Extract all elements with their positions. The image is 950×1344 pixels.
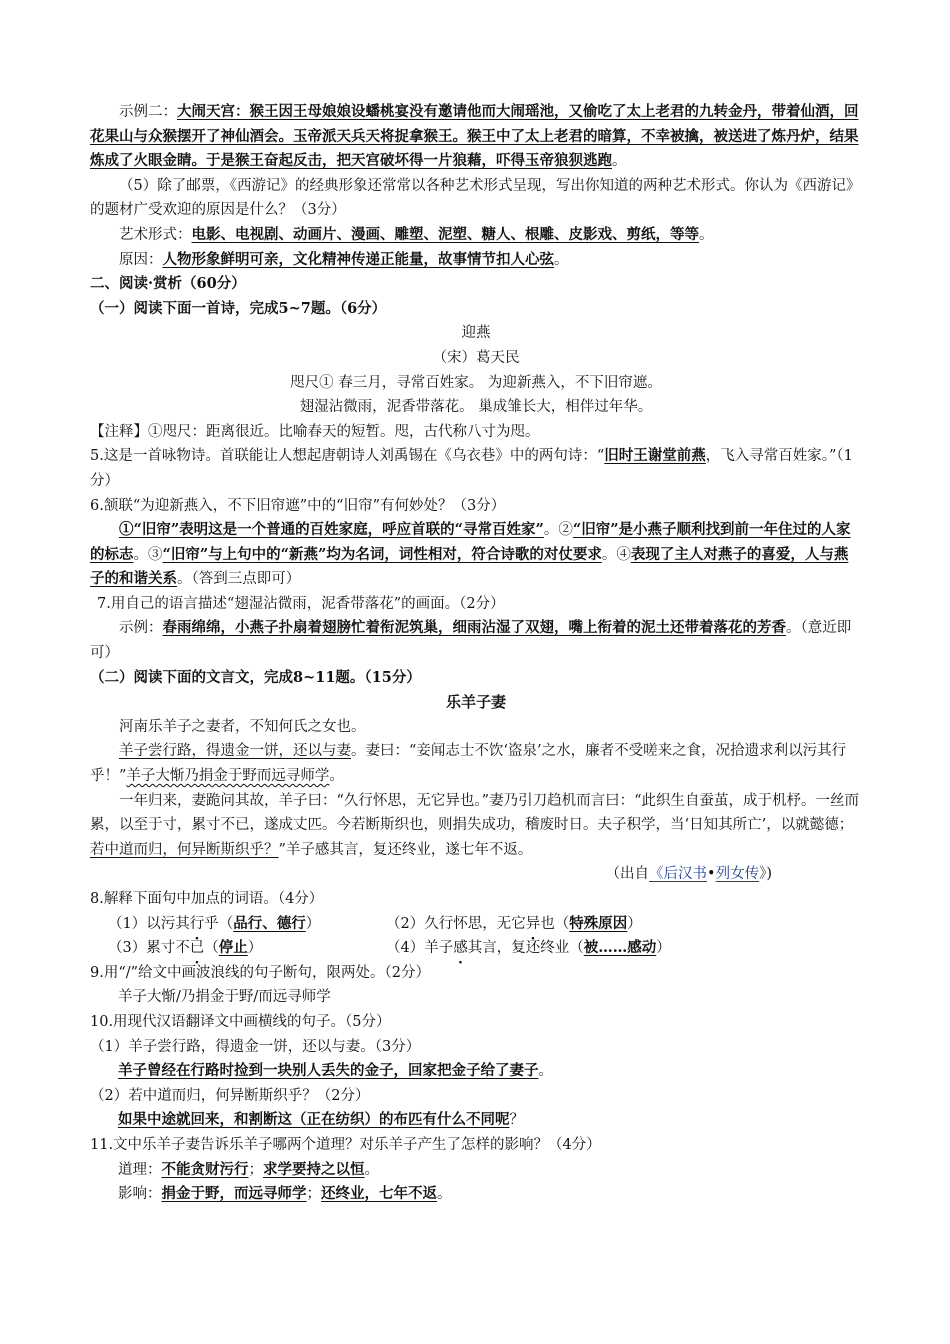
source-book-link[interactable]: 《后汉书 bbox=[649, 866, 708, 883]
question-11-answer-1: 道理：不能贪财污行；求学要持之以恒。 bbox=[118, 1160, 379, 1178]
question-10-answer-1: 羊子曾经在行路时捡到一块别人丢失的金子，回家把金子给了妻子。 bbox=[118, 1062, 553, 1080]
article-source: （出自《后汉书•列女传》) bbox=[605, 866, 772, 883]
part-1-heading: （一）阅读下面一首诗，完成5~7题。（6分） bbox=[90, 299, 387, 317]
example-two-answer: 大闹天宫：猴王因王母娘娘设蟠桃宴没有邀请他而大闹瑶池，又偷吃了太上老君的九转金丹，带着仙酒，回花果山与众猴摆开了神仙酒会。玉帝派天兵天将捉拿猴王。猴王中了太上老君的暗算，不幸被擒，被送进了炼丹炉，结果炼成了火眼金睛。于是猴王奋起反击，把天宫破坏得一片狼藉，吓得玉帝狼狈逃跑 bbox=[90, 103, 859, 170]
question-5-prompt: （5）除了邮票，《西游记》的经典形象还常常以各种艺术形式呈现，写出你知道的两种艺术形式。你认为《西游记》的题材广受欢迎的原因是什么？（3分） bbox=[90, 177, 861, 219]
question-8-row-1: （1）以污其行乎（品行、德行） （2）久行怀思，无它异也（特殊原因） bbox=[108, 914, 642, 932]
question-9-answer: 羊子大惭/乃捐金于野/而远寻师学 bbox=[118, 989, 331, 1006]
question-5: 5.这是一首咏物诗。首联能让人想起唐朝诗人刘禹锡在《乌衣巷》中的两句诗：“旧时王谢堂前燕，飞入寻常百姓家。”（1分） bbox=[90, 447, 853, 489]
question-8-row-2: （3）累寸不已（停止） （4）羊子感其言，复还终业（被……感动） bbox=[108, 939, 671, 957]
art-forms-answer: 艺术形式：电影、电视剧、动画片、漫画、雕塑、泥塑、糖人、根雕、皮影戏、剪纸，等等。 bbox=[119, 225, 714, 243]
question-11-answer-2: 影响：捐金于野，而远寻师学；还终业，七年不返。 bbox=[118, 1185, 452, 1203]
reason-answer: 原因：人物形象鲜明可亲，文化精神传递正能量，故事情节扣人心弦。 bbox=[119, 250, 569, 268]
article-title: 乐羊子妻 bbox=[445, 693, 506, 712]
source-chapter-link[interactable]: 列女传 bbox=[715, 866, 760, 883]
poem-title: 迎燕 bbox=[461, 325, 491, 342]
question-6-answer: ①“旧帘”表明这是一个普通的百姓家庭，呼应首联的“寻常百姓家”。②“旧帘”是小燕子顺利找到前一年住过的人家的标志。③“旧帘”与上句中的“新燕”均为名词，词性相对，符合诗歌的对仗要求。④表现了主人对燕子的喜爱，人与燕子的和谐关系。（答到三点即可） bbox=[90, 521, 851, 588]
question-7-answer: 示例：春雨绵绵，小燕子扑扇着翅膀忙着衔泥筑巢，细雨沾湿了双翅，嘴上衔着的泥土还带着落花的芳香。（意近即可） bbox=[90, 619, 852, 662]
part-2-heading: （二）阅读下面的文言文，完成8~11题。（15分） bbox=[90, 668, 421, 686]
article-para-2: 羊子尝行路，得遗金一饼，还以与妻。妻曰：“妾闻志士不饮‘盗泉’之水，廉者不受嗟来之食，况拾遗求利以污其行乎！”羊子大惭乃捐金于野而远寻师学。 bbox=[90, 743, 847, 785]
article-para-1: 河南乐羊子之妻者，不知何氏之女也。 bbox=[119, 718, 366, 735]
section-2-heading: 二、阅读·赏析（60分） bbox=[90, 275, 246, 293]
question-10: 10.用现代汉语翻译文中画横线的句子。（5分） bbox=[90, 1013, 391, 1030]
article-para-3: 一年归来，妻跪问其故，羊子曰：“久行怀思，无它异也。”妻乃引刀趋机而言曰：“此织生自蚕茧，成于机杼。一丝而累，以至于寸，累寸不已，遂成丈匹。今若断斯织也，则捐失成功，稽废时日。夫子积学，当‘日知其所亡’，以就懿德；若中道而归，何异断斯织乎？”羊子感其言，复还终业，遂七年不返。 bbox=[90, 792, 859, 858]
question-10-sentence-2: （2）若中道而归，何异断斯织乎？（2分） bbox=[90, 1087, 370, 1104]
poem-note: 【注释】①咫尺：距离很近。比喻春天的短暂。咫，古代称八寸为咫。 bbox=[90, 423, 540, 440]
poem-line-2: 翅湿沾微雨，泥香带落花。 巢成雏长大，相伴过年华。 bbox=[299, 399, 653, 416]
question-11: 11.文中乐羊子妻告诉乐羊子哪两个道理？对乐羊子产生了怎样的影响？（4分） bbox=[90, 1136, 601, 1153]
question-9: 9.用“/”给文中画波浪线的句子断句，限两处。（2分） bbox=[90, 964, 431, 981]
question-10-answer-2: 如果中途就回来，和割断这（正在纺织）的布匹有什么不同呢？ bbox=[118, 1111, 524, 1129]
example-two: 示例二：大闹天宫：猴王因王母娘娘设蟠桃宴没有邀请他而大闹瑶池，又偷吃了太上老君的九转金丹，带着仙酒，回花果山与众猴摆开了神仙酒会。玉帝派天兵天将捉拿猴王。猴王中了太上老君的暗算，不幸被擒，被送进了炼丹炉，结果炼成了火眼金睛。于是猴王奋起反击，把天宫破坏得一片狼藉，吓得玉帝狼狈逃跑。 bbox=[90, 103, 859, 170]
question-10-sentence-1: （1）羊子尝行路，得遗金一饼，还以与妻。（3分） bbox=[90, 1038, 421, 1055]
poem-author: （宋）葛天民 bbox=[432, 349, 520, 366]
question-8: 8.解释下面句中加点的词语。（4分） bbox=[90, 891, 324, 907]
question-6: 6.颔联“为迎新燕入，不下旧帘遮”中的“旧帘”有何妙处？（3分） bbox=[90, 497, 506, 514]
question-7: 7.用自己的语言描述“翅湿沾微雨，泥香带落花”的画面。（2分） bbox=[97, 595, 505, 612]
poem-line-1: 咫尺① 春三月，寻常百姓家。 为迎新燕入，不下旧帘遮。 bbox=[290, 374, 662, 391]
